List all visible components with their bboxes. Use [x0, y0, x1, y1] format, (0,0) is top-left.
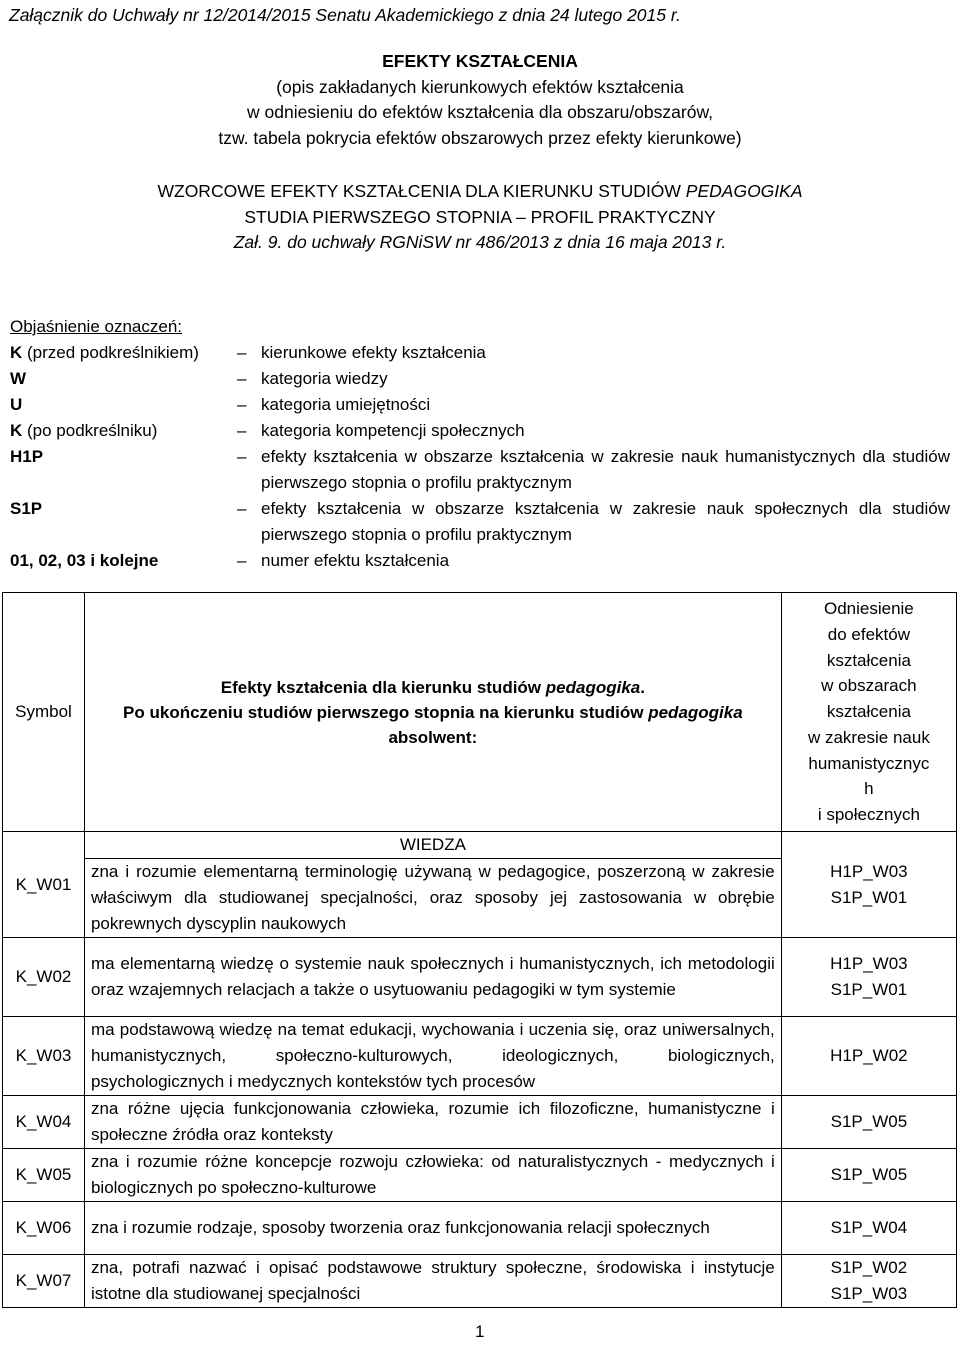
reference-code: S1P_W05	[830, 1112, 908, 1131]
reference-code: S1P_W05	[830, 1165, 908, 1184]
header-desc-suffix: .	[640, 677, 645, 697]
reference-code: S1P_W03	[830, 1284, 908, 1303]
symbol-cell: K_W05	[3, 1149, 85, 1202]
symbol-cell: K_W06	[3, 1202, 85, 1255]
header-ref-line: w zakresie nauk	[807, 727, 930, 747]
legend-key	[10, 548, 237, 574]
title-main: EFEKTY KSZTAŁCENIA	[382, 51, 578, 71]
legend-row	[10, 366, 950, 392]
title-line-2: (opis zakładanych kierunkowych efektów kształcenia	[276, 76, 684, 97]
legend-key-bold: U	[10, 395, 23, 414]
description-cell: zna i rozumie elementarną terminologię używaną w pedagogice, poszerzoną w zakresie właściwym dla studiowanej specjalności, oraz sposoby jej zastosowania w obrębie pokrewnych dyscyplin naukowych	[84, 859, 781, 938]
header-desc-text: Efekty kształcenia dla kierunku studiów	[220, 677, 546, 697]
legend-key	[10, 392, 237, 418]
table-row	[3, 1017, 957, 1096]
table-row	[3, 1202, 957, 1255]
symbol-cell: K_W02	[3, 938, 85, 1017]
header-desc-line-1	[91, 675, 775, 700]
reference-code: S1P_W04	[830, 1218, 908, 1237]
description-cell: zna i rozumie różne koncepcje rozwoju człowieka: od naturalistycznych - medycznych i biologicznych po społeczno-kulturowe	[84, 1149, 781, 1202]
header-ref-line: i społecznych	[817, 805, 920, 825]
header-desc-text: Po ukończeniu studiów pierwszego stopnia na kierunku studiów	[123, 702, 649, 722]
legend-row	[10, 340, 950, 366]
legend-key-bold: H1P	[10, 447, 44, 466]
reference-code: S1P_W02	[830, 1258, 908, 1277]
legend-dash: –	[237, 343, 247, 362]
table-row	[3, 1149, 957, 1202]
reference-cell	[781, 832, 956, 938]
legend-value: kategoria umiejętności	[261, 395, 431, 414]
attachment-note: Załącznik do Uchwały nr 12/2014/2015 Senatu Akademickiego z dnia 24 lutego 2015 r.	[9, 5, 681, 25]
model-line-2: STUDIA PIERWSZEGO STOPNIA – PROFIL PRAKTYCZNY	[244, 206, 716, 227]
description-cell: ma elementarną wiedzę o systemie nauk społecznych i humanistycznych, ich metodologii oraz wzajemnych relacjach a także o usytuowaniu pedagogiki w tym systemie	[84, 938, 781, 1017]
legend-key	[10, 366, 237, 392]
reference-cell	[781, 938, 956, 1017]
table-row	[3, 832, 957, 859]
legend-value: kategoria wiedzy	[261, 369, 388, 388]
model-line-1	[0, 179, 960, 205]
legend-key-rest: (przed podkreślnikiem)	[22, 343, 199, 362]
legend-row	[10, 496, 950, 548]
legend-key-bold: W	[10, 369, 27, 388]
header-ref-line: Odniesienie	[823, 598, 914, 618]
header-description	[84, 593, 781, 832]
legend-value: kategoria kompetencji społecznych	[261, 421, 525, 440]
model-line-3: Zał. 9. do uchwały RGNiSW nr 486/2013 z dnia 16 maja 2013 r.	[233, 232, 727, 252]
description-cell: ma podstawową wiedzę na temat edukacji, wychowania i uczenia się, oraz uniwersalnych, humanistycznych, społeczno-kulturowych, ideologicznych, biologicznych, psychologicznych i medycznych kontekstów tych procesów	[84, 1017, 781, 1096]
header-ref-line: do efektów	[827, 624, 910, 644]
symbol-cell: K_W03	[3, 1017, 85, 1096]
legend-dash: –	[237, 447, 247, 466]
reference-code: S1P_W01	[830, 980, 908, 999]
legend-key-bold: 01, 02, 03 i kolejne	[10, 551, 159, 570]
reference-code: H1P_W03	[830, 954, 908, 973]
legend-key	[10, 444, 237, 470]
section-heading: WIEDZA	[84, 832, 781, 859]
legend-key-bold: K	[10, 343, 23, 362]
header-symbol: Symbol	[3, 593, 85, 832]
legend-key	[10, 340, 237, 366]
header-desc-line-3: absolwent:	[388, 727, 478, 747]
reference-cell	[781, 1149, 956, 1202]
header-ref-line: kształcenia	[826, 702, 911, 722]
description-cell: zna, potrafi nazwać i opisać podstawowe struktury społeczne, środowiska i instytucje istotne dla studiowanej specjalności	[84, 1255, 781, 1308]
legend-value: efekty kształcenia w obszarze kształcenia w zakresie nauk humanistycznych dla studiów pierwszego stopnia o profilu praktycznym	[261, 447, 950, 492]
legend-key-rest: (po podkreślniku)	[22, 421, 158, 440]
description-cell: zna i rozumie rodzaje, sposoby tworzenia oraz funkcjonowania relacji społecznych	[84, 1202, 781, 1255]
header-reference	[781, 593, 956, 832]
table-row	[3, 938, 957, 1017]
reference-cell	[781, 1255, 956, 1308]
title-line-3: w odniesieniu do efektów kształcenia dla obszaru/obszarów,	[247, 102, 713, 122]
legend-key	[10, 496, 237, 522]
header-ref-line: w obszarach	[821, 676, 917, 696]
legend-key	[10, 418, 237, 444]
legend-title: Objaśnienie oznaczeń:	[10, 317, 183, 336]
legend-key-bold: K	[10, 421, 23, 440]
legend-value: kierunkowe efekty kształcenia	[261, 343, 486, 362]
legend-row	[10, 444, 950, 496]
reference-cell	[781, 1202, 956, 1255]
header-ref-line: kształcenia	[826, 650, 911, 670]
reference-cell	[781, 1096, 956, 1149]
model-heading	[0, 179, 960, 256]
legend-value: numer efektu kształcenia	[261, 551, 450, 570]
reference-cell	[781, 1017, 956, 1096]
effects-table	[2, 592, 957, 1308]
table-row	[3, 1096, 957, 1149]
legend	[10, 340, 950, 574]
table-header-row	[3, 593, 957, 832]
model-line-1-text: WZORCOWE EFEKTY KSZTAŁCENIA DLA KIERUNKU STUDIÓW	[157, 181, 686, 201]
legend-dash: –	[237, 551, 247, 570]
legend-key-bold: S1P	[10, 499, 43, 518]
title-line-4: tzw. tabela pokrycia efektów obszarowych przez efekty kierunkowe)	[218, 127, 742, 148]
legend-value: efekty kształcenia w obszarze kształcenia w zakresie nauk społecznych dla studiów pierwszego stopnia o profilu praktycznym	[261, 499, 950, 544]
document-title	[0, 49, 960, 151]
reference-code: S1P_W01	[830, 887, 908, 907]
symbol-cell: K_W01	[3, 832, 85, 938]
reference-code: H1P_W03	[830, 861, 908, 881]
symbol-cell: K_W07	[3, 1255, 85, 1308]
legend-dash: –	[237, 395, 247, 414]
model-line-1-field: PEDAGOGIKA	[685, 181, 803, 201]
legend-row	[10, 548, 950, 574]
page-number: 1	[475, 1322, 485, 1341]
header-desc-field: pedagogika	[545, 677, 641, 697]
legend-row	[10, 392, 950, 418]
header-desc-field: pedagogika	[648, 702, 743, 722]
table-row	[3, 1255, 957, 1308]
legend-dash: –	[237, 421, 247, 440]
reference-code: H1P_W02	[830, 1046, 908, 1065]
header-ref-line: humanistycznyc	[808, 753, 930, 773]
header-ref-line: h	[864, 779, 874, 799]
legend-dash: –	[237, 499, 247, 518]
legend-row	[10, 418, 950, 444]
description-cell: zna różne ujęcia funkcjonowania człowieka, rozumie ich filozoficzne, humanistyczne i społeczne źródła oraz konteksty	[84, 1096, 781, 1149]
symbol-cell: K_W04	[3, 1096, 85, 1149]
legend-dash: –	[237, 369, 247, 388]
header-desc-line-2	[91, 700, 775, 725]
